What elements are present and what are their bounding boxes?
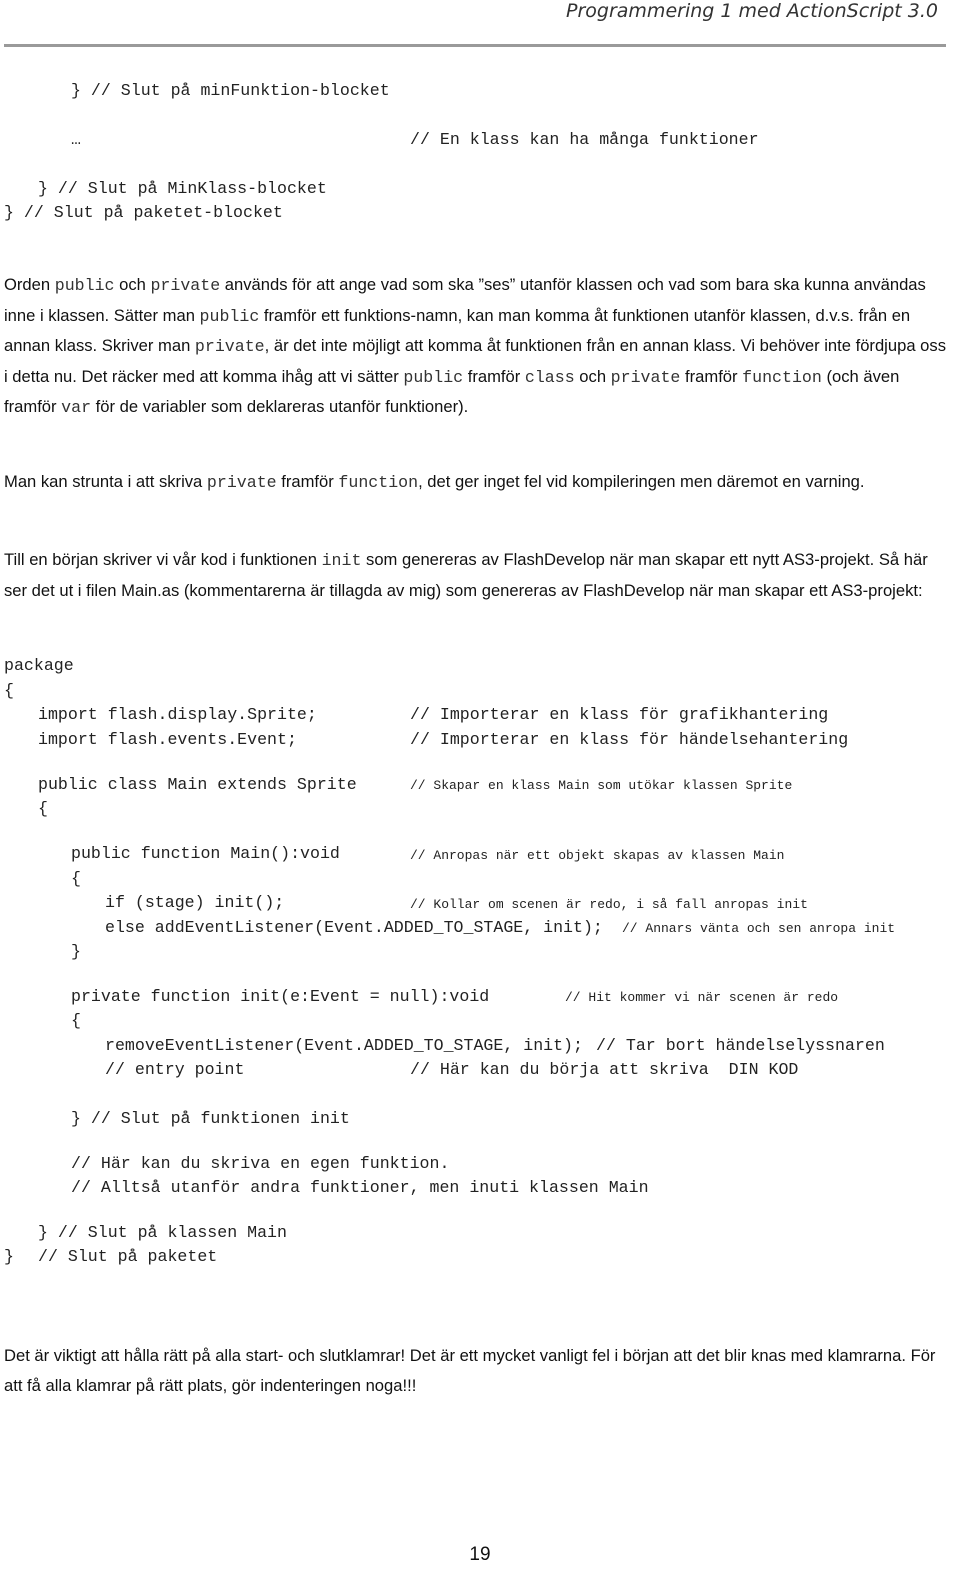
text: framför (463, 366, 525, 386)
code-comment: // Importerar en klass för grafikhantering (410, 705, 829, 724)
inline-code: init (321, 551, 362, 570)
code-ellipsis: … (71, 130, 81, 149)
code-line: } // Slut på MinKlass-blocket (38, 179, 327, 198)
text: framför ett funktions-namn, kan man komma åt funktionen utanför klassen, d.v.s. från en annan klass. Skriver man (4, 305, 911, 355)
text: (och även framför (4, 366, 900, 416)
code-comment: // Skapar en klass Main som utökar klassen Sprite (410, 778, 793, 793)
text: , det ger inget fel vid kompileringen men däremot en varning. (418, 472, 865, 491)
code-line: if (stage) init(); (105, 893, 285, 912)
inline-code: private (194, 337, 265, 356)
code-line: public function Main():void (71, 844, 340, 863)
inline-code: function (742, 367, 822, 387)
page-number: 19 (469, 1544, 491, 1565)
text: Till en början skriver vi vår kod i funktionen (4, 550, 322, 569)
code-line: } // Slut på paketet-blocket (4, 203, 283, 222)
code-comment: // Tar bort händelselyssnaren (596, 1036, 885, 1055)
code-line: } // Slut på minFunktion-blocket (71, 81, 390, 100)
code-comment: // Annars vänta och sen anropa init (622, 921, 896, 936)
inline-code: function (338, 473, 419, 492)
inline-code: class (524, 367, 575, 387)
code-line: } (71, 942, 81, 961)
inline-code: var (61, 398, 92, 417)
code-line: } (4, 1247, 14, 1266)
code-comment: // Anropas när ett objekt skapas av klassen Main (410, 848, 785, 863)
code-line: private function init(e:Event = null):void (71, 987, 490, 1006)
page-header-title: Programmering 1 med ActionScript 3.0 (566, 0, 938, 22)
code-line: { (4, 681, 14, 700)
code-line: { (71, 1011, 81, 1030)
code-line: // Alltså utanför andra funktioner, men inuti klassen Main (71, 1178, 649, 1197)
code-comment: // Importerar en klass för händelsehantering (410, 730, 849, 749)
code-line: { (38, 799, 48, 818)
text: framför (680, 366, 743, 386)
paragraph-private-warning (4, 467, 952, 498)
code-comment: // Hit kommer vi när scenen är redo (565, 990, 839, 1005)
code-line: import flash.display.Sprite; (38, 705, 317, 724)
text: och (114, 275, 151, 294)
text: används för att ange vad som ska ”ses” utanför klassen och vad som bara ska kunna användas inne i klassen. Sätter man (4, 275, 926, 325)
code-comment: // Här kan du börja att skriva DIN KOD (410, 1060, 799, 1079)
inline-code: public (54, 276, 115, 295)
code-line: } // Slut på klassen Main (38, 1223, 287, 1242)
text: för de variabler som deklareras utanför funktioner). (91, 397, 469, 416)
text: Man kan strunta i att skriva (4, 472, 207, 491)
code-line: public class Main extends Sprite (38, 775, 357, 794)
code-line: import flash.events.Event; (38, 730, 297, 749)
paragraph-public-private (4, 270, 952, 423)
inline-code: private (150, 276, 221, 295)
code-line: package (4, 656, 74, 675)
header-divider (4, 44, 946, 47)
paragraph-brackets: Det är viktigt att hålla rätt på alla start- och slutklamrar! Det är ett mycket vanligt fel i början att det blir knas med klamrarna. För att få alla klamrar på rätt plats, gör indenteringen noga!!! (4, 1346, 936, 1395)
text: som genereras av FlashDevelop när man skapar ett nytt AS3-projekt. Så här ser det ut i filen Main.as (kommentarerna är tillagda av mig) som genereras av FlashDevelop när man skapar ett AS3-projekt: (4, 550, 928, 600)
code-comment: // En klass kan ha många funktioner (410, 130, 759, 149)
text: framför (276, 472, 339, 491)
text: Orden (4, 275, 55, 294)
code-line: } // Slut på funktionen init (71, 1109, 350, 1128)
text: , är det inte möjligt att komma åt funktionen från en annan klass. Vi behöver inte fördjupa oss i detta nu. Det räcker med att komma ihåg att vi sätter (4, 336, 946, 386)
inline-code: private (206, 473, 277, 492)
text: och (574, 366, 611, 386)
paragraph-init-intro (4, 545, 952, 605)
inline-code: public (199, 306, 260, 326)
code-line: // Här kan du skriva en egen funktion. (71, 1154, 450, 1173)
code-line: // entry point (105, 1060, 245, 1079)
code-line: else addEventListener(Event.ADDED_TO_STAGE, init); (105, 918, 603, 937)
code-line: removeEventListener(Event.ADDED_TO_STAGE, init); (105, 1036, 583, 1055)
code-line: { (71, 869, 81, 888)
code-comment: // Kollar om scenen är redo, i så fall anropas init (410, 897, 808, 912)
code-comment: // Slut på paketet (38, 1247, 218, 1266)
inline-code: private (610, 367, 681, 387)
inline-code: public (403, 367, 464, 387)
